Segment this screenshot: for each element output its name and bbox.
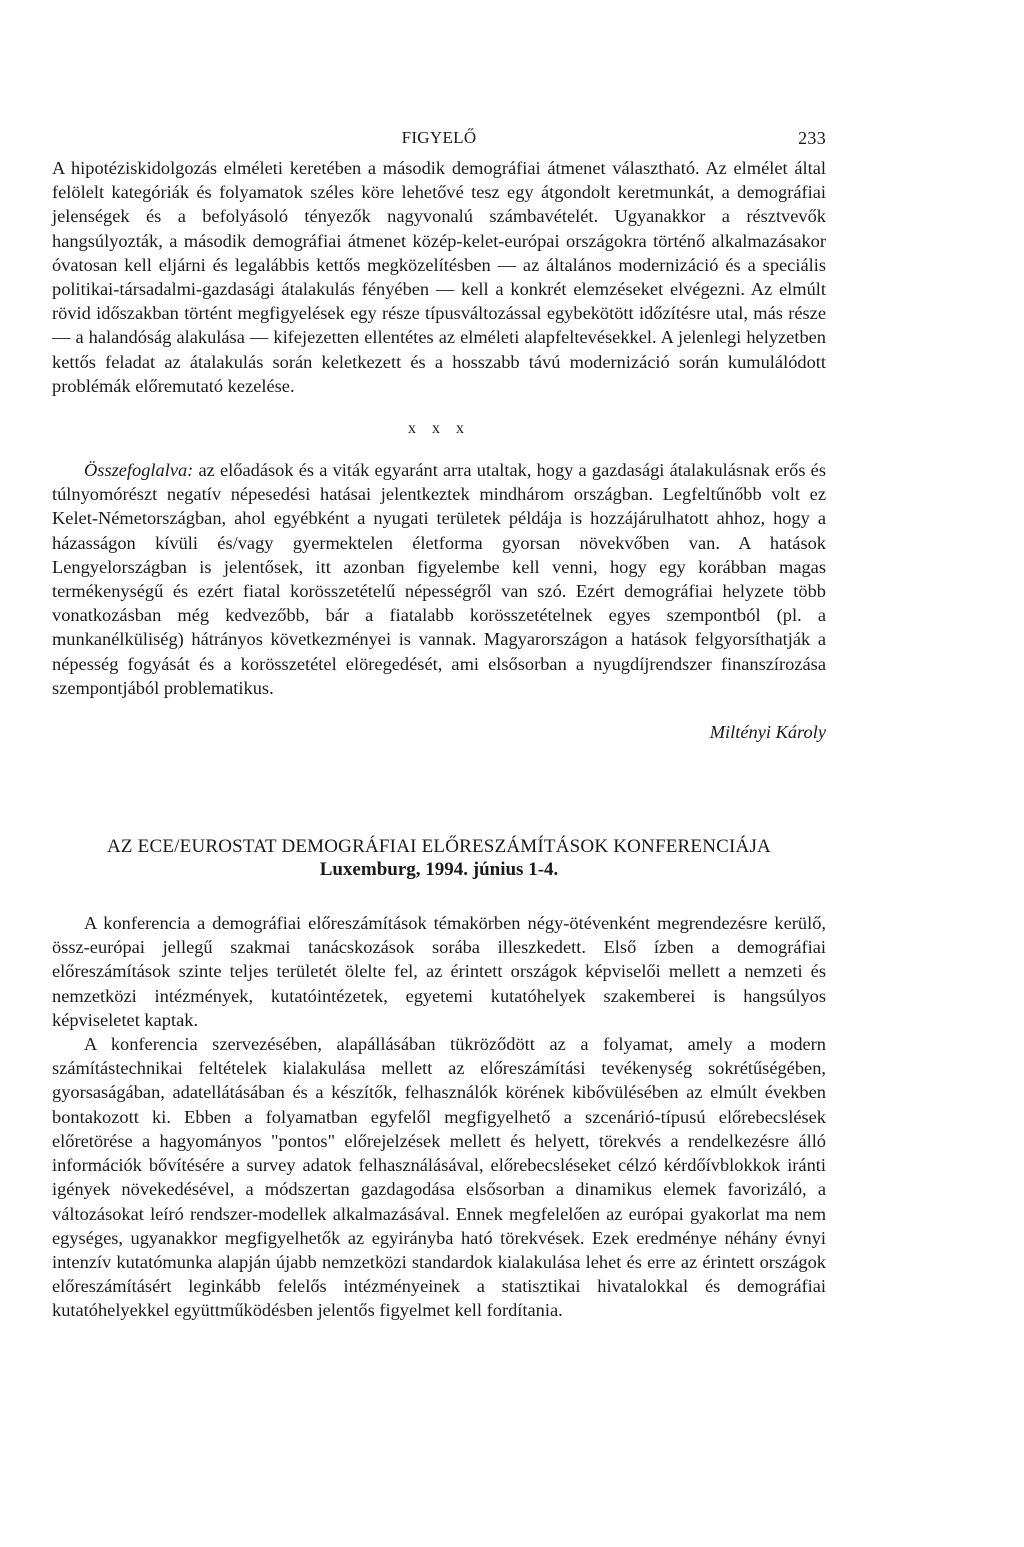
- document-page: [52, 128, 826, 1323]
- page-number: 233: [798, 128, 826, 148]
- body-paragraph: A hipotéziskidolgozás elméleti keretében a második demográfiai átmenet választható. Az elmélet által felölelt kategóriák és folyamatok széles köre lehetővé tesz egy átgondolt keretmunkát, a demográfiai jelenségek és a befolyásoló tényezők nagyvonalú számbavételét. Ugyanakkor a résztvevők hangsúlyozták, a második demográfiai átmenet közép-kelet-európai országokra történő alkalmazásakor óvatosan kell eljárni és legalábbis kettős megközelítésben — az általános modernizáció és a speciális politikai-társadalmi-gazdasági átalakulás fényében — kell a konkrét elemzéseket elvégezni. Az elmúlt rövid időszakban történt megfigyelések egy része típusváltozással egybekötött időzítésre utal, más része — a halandóság alakulása — kifejezetten ellentétes az elméleti alapfeltevésekkel. A jelenlegi helyzetben kettős feladat az átalakulás során keletkezett és a hosszabb távú modernizáció során kumulálódott problémák előremutató kezelése.: [52, 158, 826, 396]
- running-header: [52, 128, 826, 156]
- article-subtitle: Luxemburg, 1994. június 1-4.: [319, 859, 559, 881]
- author-signature: Miltényi Károly: [709, 722, 826, 743]
- summary-text: az előadások és a viták egyaránt arra utaltak, hogy a gazdasági átalakulásnak erős és túlnyomórészt negatív népesedési hatásai jelentkeztek mindhárom országban. Legfeltűnőbb volt ez Kelet-Németországban, ahol egyébként a nyugati területek példája is hozzájárulhatott ahhoz, hogy a házasságon kívüli és/vagy gyermektelen életforma gyorsan növekvőben van. A hatások Lengyelországban is jelentősek, itt azonban figyelembe kell venni, hogy egy korábban magas termékenységű és ezért fiatal korösszetételű népességről van szó. Ezért demográfiai helyzete több vonatkozásban még kedvezőbb, bár a fiatalabb korösszetételnek egyes szempontból (pl. a munkanélküliség) hátrányos következményei is vannak. Magyarországon a hatások felgyorsíthatják a népesség fogyását és a korösszetétel elöregedését, ami elsősorban a nyugdíjrendszer finanszírozása szempontjából problematikus.: [52, 460, 826, 698]
- section-separator: x x x: [408, 420, 470, 438]
- summary-paragraph: [52, 458, 826, 700]
- journal-name: FIGYELŐ: [401, 128, 477, 147]
- summary-lead: Összefoglalva:: [84, 460, 194, 481]
- article-paragraph: A konferencia a demográfiai előreszámítások témakörben négy-ötévenként megrendezésre kerülő, össz-európai jellegű szakmai tanácskozások sorába illeszkedett. Első ízben a demográfiai előreszámítások szinte teljes területét ölelte fel, az érintett országok képviselői mellett a nemzeti és nemzetközi intézmények, kutatóintézetek, egyetemi kutatóhelyek szakemberei is hangsúlyos képviseletet kaptak.: [52, 913, 826, 1030]
- article-paragraph: A konferencia szervezésében, alapállásában tükröződött az a folyamat, amely a modern számítástechnikai feltételek kialakulása mellett az előreszámítási tevékenység sokrétűségében, gyorsaságában, adatellátásában és a készítők, felhasználók körének kibővülésében az elmúlt években bontakozott ki. Ebben a folyamatban egyfelől megfigyelhető a szcenárió-típusú előrebecslések előretörése a hagyományos "pontos" előrejelzések mellett és helyett, törekvés a rendelkezésre álló információk bővítésére a survey adatok felhasználásával, előrebecsléseket célzó kérdőívblokkok iránti igények növekedésével, a módszertan gazdagodása elsősorban a dinamikus elemek favorizáló, a változásokat leíró rendszer-modellek alkalmazásával. Ennek megfelelően az európai gyakorlat ma nem egységes, ugyanakkor megfigyelhetők az egyirányba ható törekvések. Ezek eredménye néhány évnyi intenzív kutatómunka alapján újabb nemzetközi standardok kialakulása lehet és erre az érintett országok előreszámításért leginkább felelős intézményeinek a statisztikai hivatalokkal és demográfiai kutatóhelyekkel együttműködésben jelentős figyelmet kell fordítania.: [52, 1034, 826, 1321]
- article-title: AZ ECE/EUROSTAT DEMOGRÁFIAI ELŐRESZÁMÍTÁSOK KONFERENCIÁJA: [107, 836, 771, 858]
